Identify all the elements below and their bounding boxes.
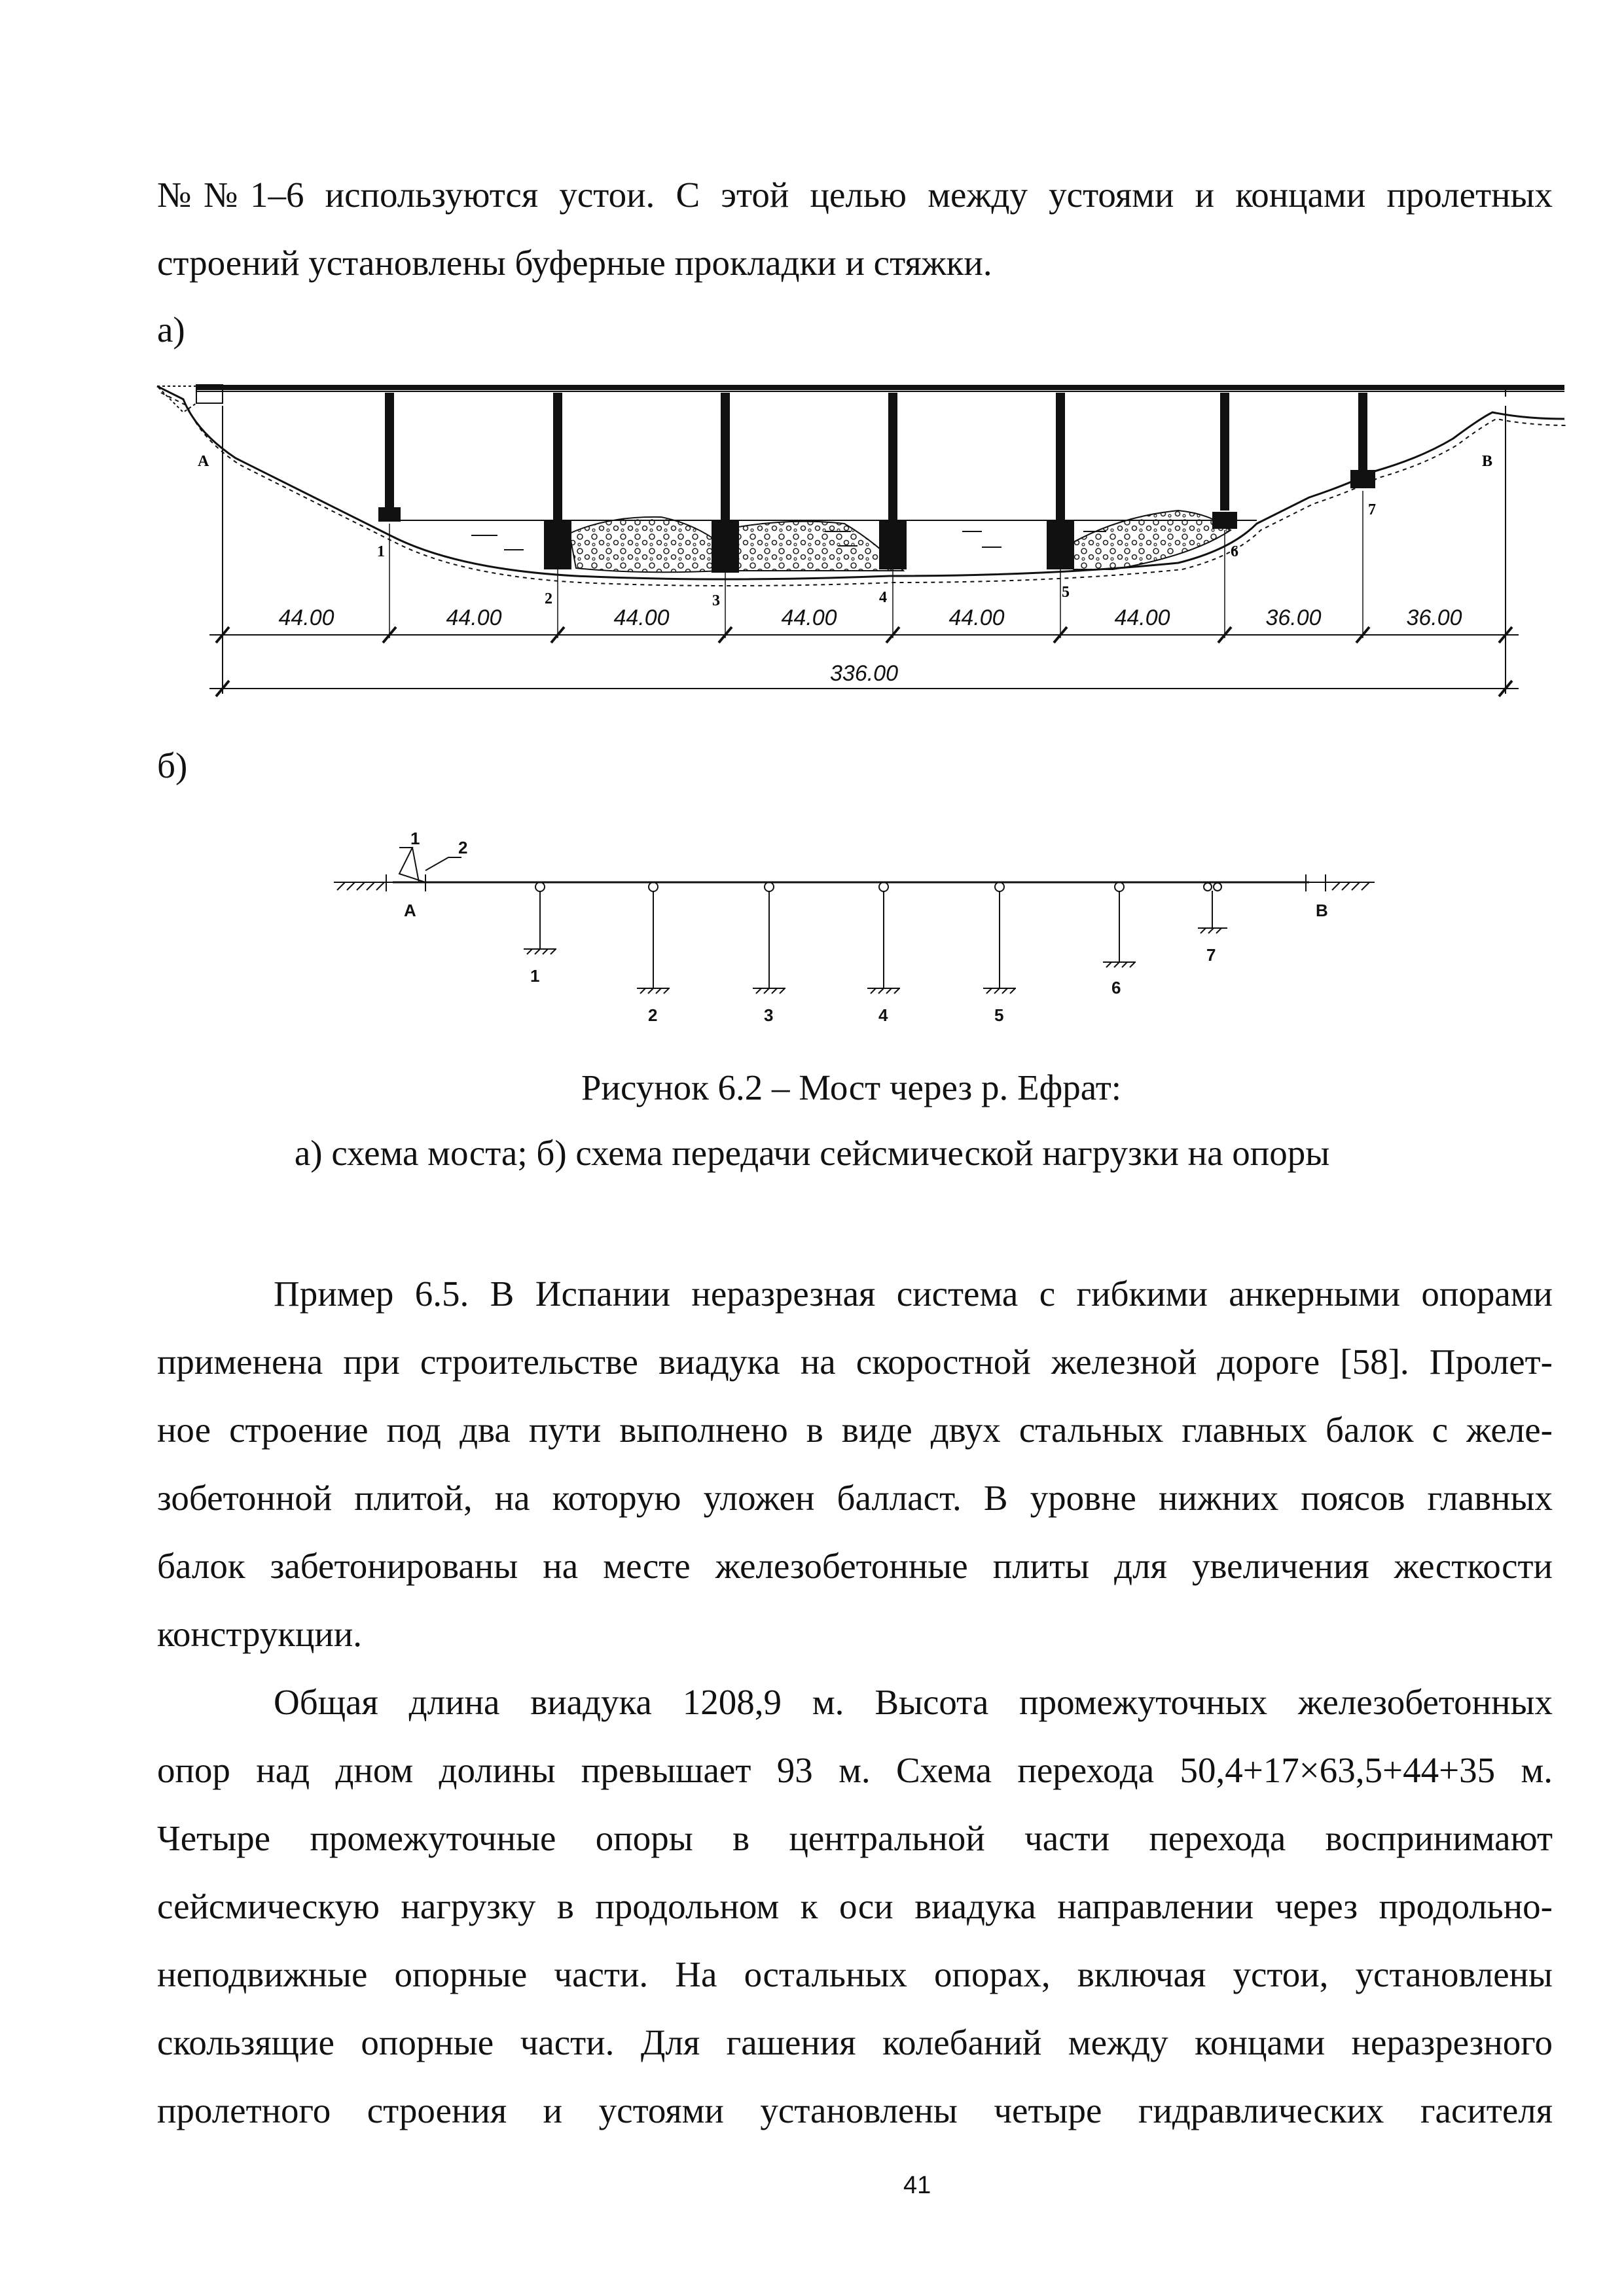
abutment-b-label: B <box>1482 453 1493 470</box>
pier-label: 7 <box>1368 501 1376 518</box>
span-length: 36.00 <box>1265 605 1322 630</box>
pier-label: 4 <box>878 1005 888 1025</box>
pier-label: 7 <box>1206 945 1216 965</box>
intro-line-1: №№1–6 используются устои. С этой целью между устоями и концами пролетных <box>157 175 1553 215</box>
pier-label: 2 <box>648 1005 658 1025</box>
paragraph-line: Общая длина виадука 1208,9 м. Высота промежуточных железобетонных <box>274 1682 1553 1722</box>
paragraph-line: сейсмическую нагрузку в продольном к оси виадука направлении через продольно- <box>157 1886 1553 1926</box>
pier-label: 5 <box>994 1005 1004 1025</box>
intro-line-2: строений установлены буферные прокладки и стяжки. <box>157 243 992 283</box>
pier-label: 1 <box>530 966 540 986</box>
figure-a-label: а) <box>157 310 185 350</box>
span-length: 44.00 <box>278 605 334 630</box>
span-length: 44.00 <box>1114 605 1170 630</box>
deck <box>196 385 1564 390</box>
paragraph-line: неподвижные опорные части. На остальных опорах, включая устои, установлены <box>157 1954 1553 1994</box>
paragraph-line: Четыре промежуточные опоры в центральной части перехода воспринимают <box>157 1818 1553 1858</box>
paragraph-line: скользящие опорные части. Для гашения колебаний между концами неразрезного <box>157 2022 1553 2062</box>
pier-label: 6 <box>1111 978 1121 997</box>
total-length: 336.00 <box>830 661 898 686</box>
figure-caption-subtitle: а) схема моста; б) схема передачи сейсмической нагрузки на опоры <box>294 1133 1330 1173</box>
span-length: 44.00 <box>781 605 837 630</box>
paragraph-line: балок забетонированы на месте железобетонные плиты для увеличения жесткости <box>157 1546 1553 1586</box>
callout-label: 2 <box>458 838 468 857</box>
abutment-a-label: A <box>198 453 209 470</box>
abutment-b-label: B <box>1316 901 1328 920</box>
paragraph-line: ное строение под два пути выполнено в виде двух стальных главных балок с желе- <box>157 1410 1553 1450</box>
pier-label: 4 <box>879 589 887 606</box>
pier-label: 3 <box>764 1005 774 1025</box>
page-number: 41 <box>903 2172 931 2199</box>
abutment-a-label: A <box>404 901 416 920</box>
span-length: 44.00 <box>613 605 670 630</box>
pier-label: 1 <box>377 543 385 560</box>
pier-label: 5 <box>1062 584 1070 601</box>
paragraph-line: применена при строительстве виадука на скоростной железной дороге [58]. Пролет- <box>157 1342 1553 1382</box>
pier-label: 6 <box>1231 543 1238 560</box>
figure-b-label: б) <box>157 745 188 785</box>
paragraph-line: Пример 6.5. В Испании неразрезная система с гибкими анкерными опорами <box>274 1274 1553 1314</box>
paragraph-line: зобетонной плитой, на которую уложен балласт. В уровне нижних поясов главных <box>157 1478 1553 1518</box>
figure-caption-title: Рисунок 6.2 – Мост через р. Ефрат: <box>581 1067 1122 1107</box>
paragraph-line: конструкции. <box>157 1614 363 1654</box>
pier-label: 3 <box>712 592 720 609</box>
bridge-scheme-diagram <box>0 0 1624 720</box>
callout-label: 1 <box>410 829 420 848</box>
paragraph-line: пролетного строения и устоями установлены четыре гидравлических гасителя <box>157 2090 1553 2130</box>
span-length: 36.00 <box>1406 605 1462 630</box>
paragraph-line: опор над дном долины превышает 93 м. Схема перехода 50,4+17×63,5+44+35 м. <box>157 1750 1553 1790</box>
pier-label: 2 <box>545 590 552 607</box>
span-length: 44.00 <box>446 605 502 630</box>
seismic-scheme-diagram <box>0 785 1624 1060</box>
span-length: 44.00 <box>948 605 1005 630</box>
